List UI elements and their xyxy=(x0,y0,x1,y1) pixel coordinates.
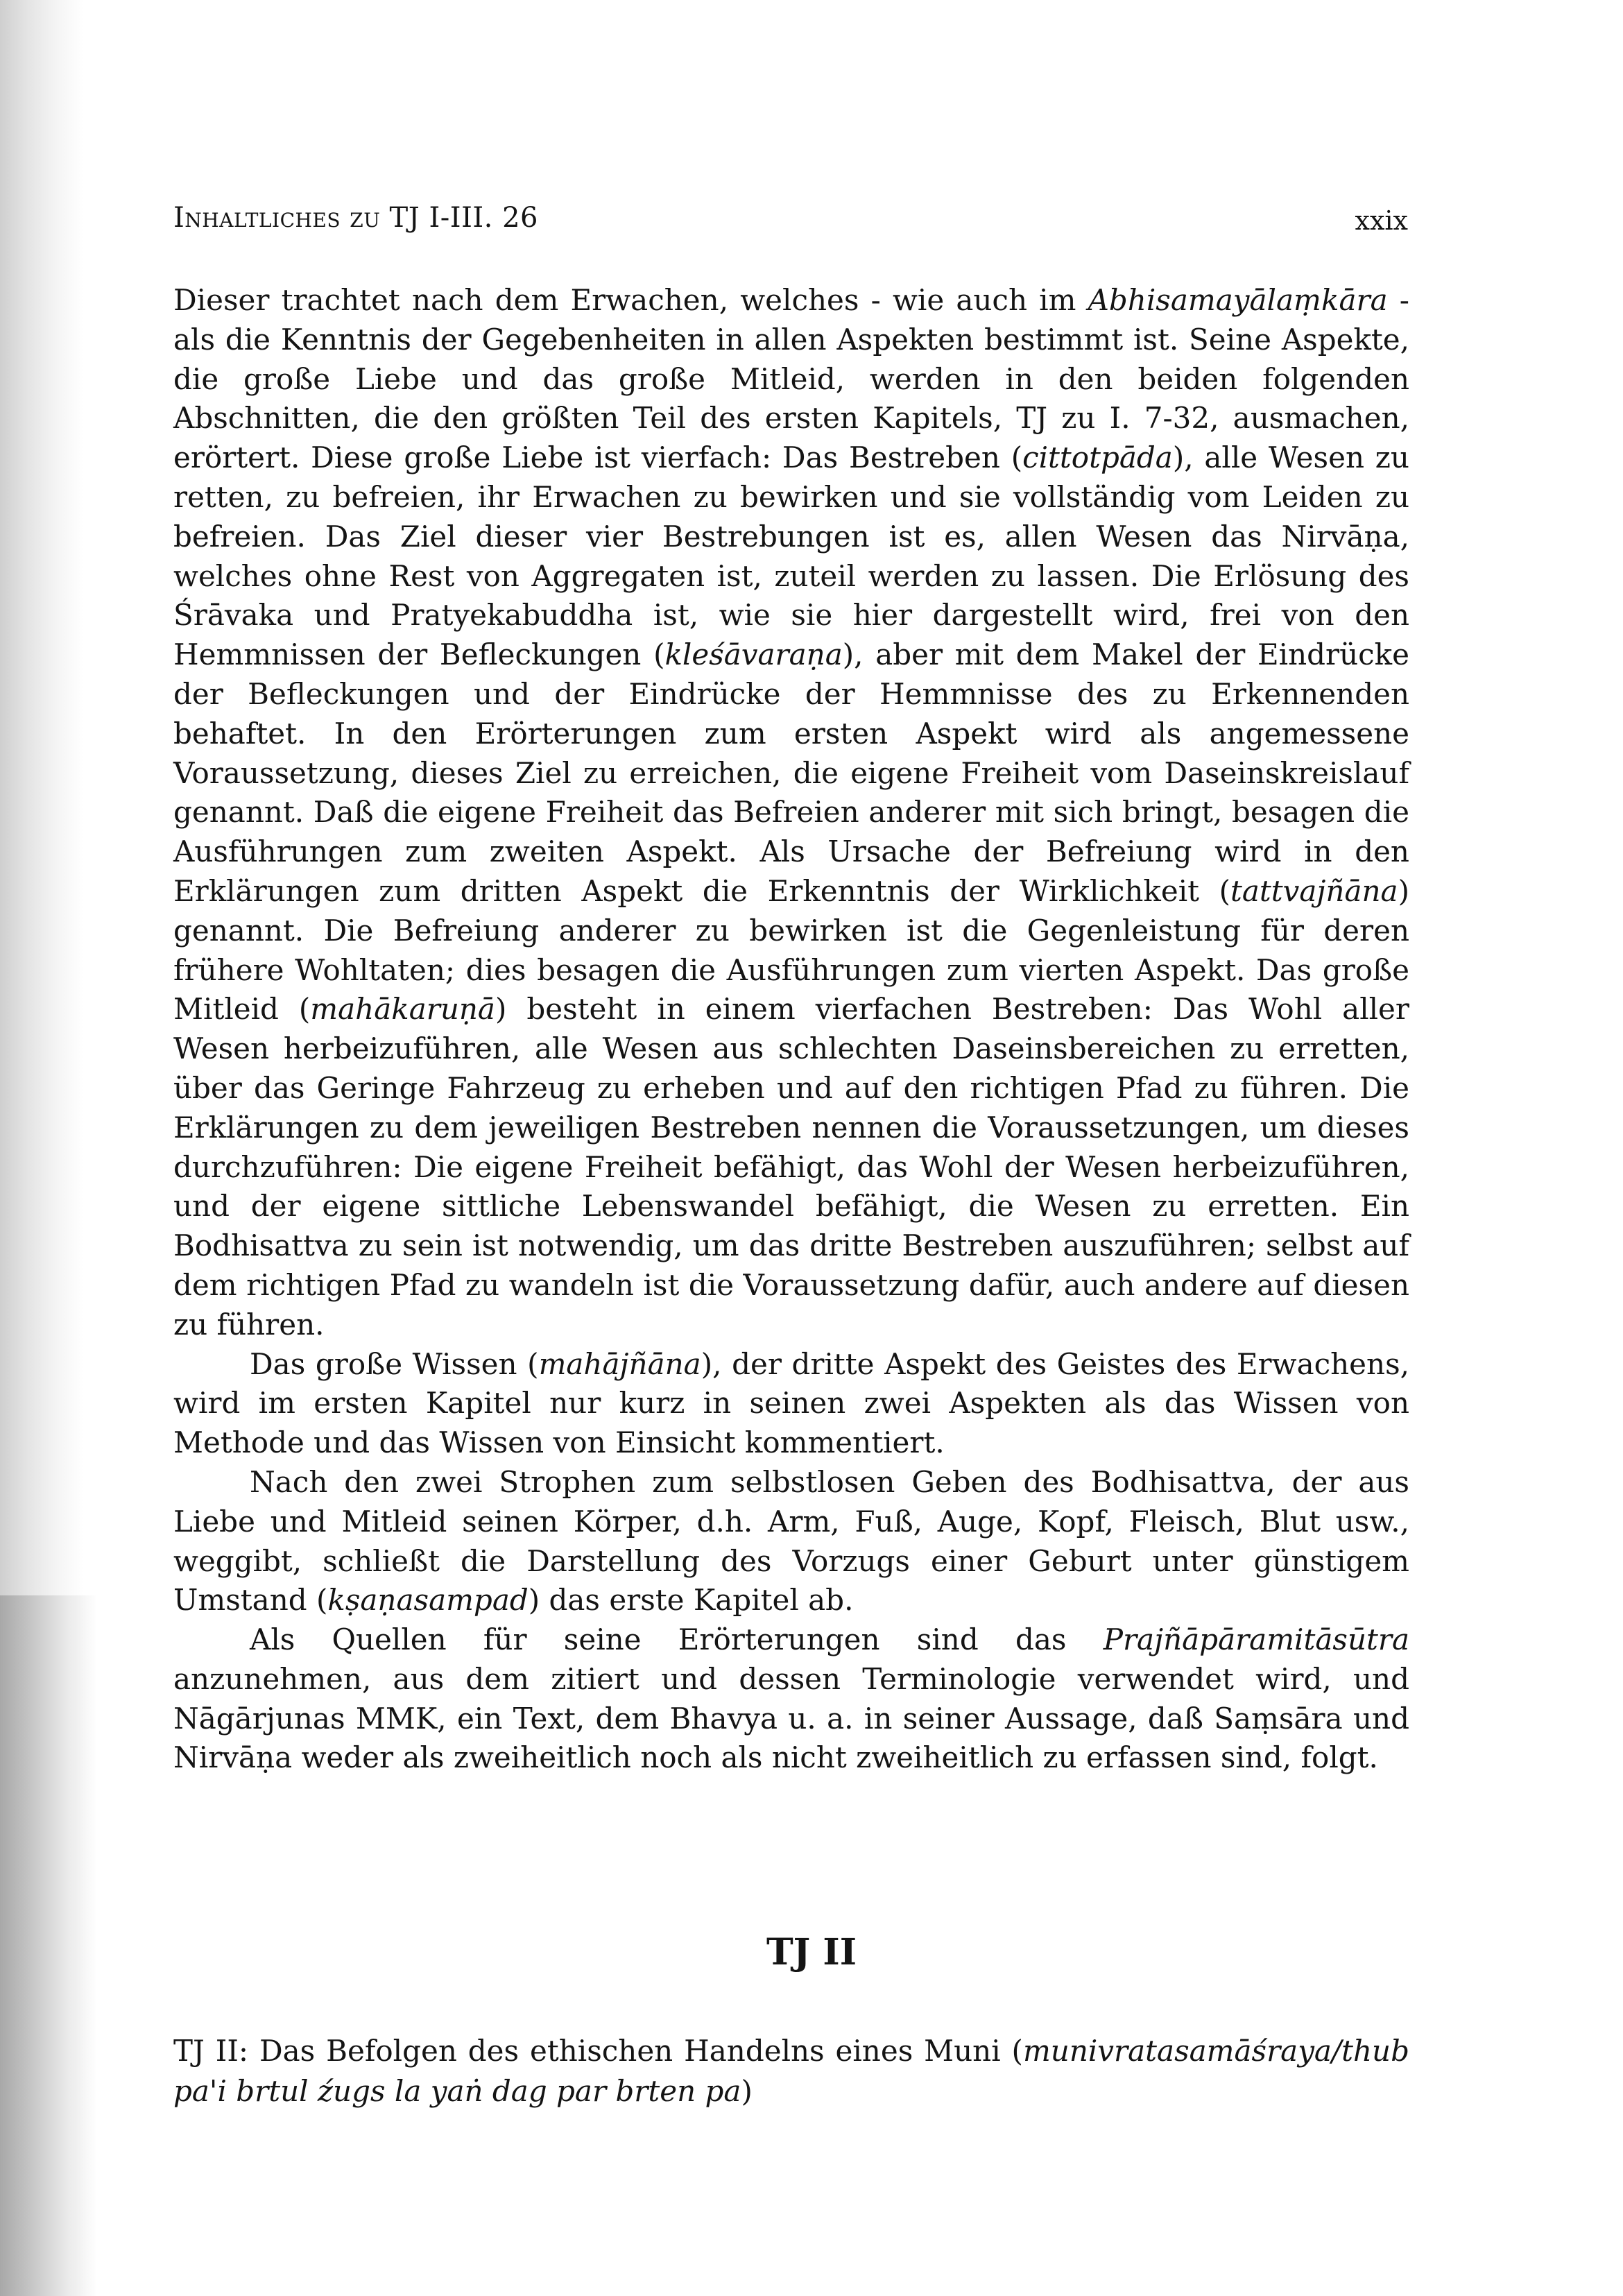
text-run: anzunehmen, aus dem zitiert und dessen Terminologie verwendet wird, und Nāgārjunas MMK, ein Text, dem Bhavya u. a. in seiner Aussage, daß Saṃsāra und Nirvāṇa weder als zweiheitlich noch als nicht zweiheitlich zu erfassen sind, folgt. xyxy=(173,1661,1409,1775)
paragraph-1 xyxy=(173,281,1409,1345)
italic-term: Abhisamayālaṃkāra xyxy=(1088,283,1388,317)
text-run: ) genannt. Die Befreiung anderer zu bewirken ist die Gegenleistung für deren frühere Wohltaten; dies besagen die Ausführungen zum vierten Aspekt. Das große Mitleid ( xyxy=(173,873,1409,1027)
page-number: xxix xyxy=(1355,205,1408,236)
main-text xyxy=(173,281,1409,1778)
text-run: Dieser trachtet nach dem Erwachen, welches - wie auch im xyxy=(173,283,1088,317)
text-run: ), der dritte Aspekt des Geistes des Erwachens, wird im ersten Kapitel nur kurz in seinen zwei Aspekten als das Wissen von Methode und das Wissen von Einsicht kommentiert. xyxy=(173,1346,1409,1460)
italic-term: kṣaṇasampad xyxy=(327,1583,529,1618)
italic-term: kleśāvaraṇa xyxy=(664,637,843,672)
text-run: TJ II: Das Befolgen des ethischen Handelns eines Muni ( xyxy=(173,2034,1023,2068)
italic-term: Prajñāpāramitāsūtra xyxy=(1103,1622,1409,1657)
running-head-title: Inhaltliches zu TJ I-III. 26 xyxy=(173,202,539,234)
section-intro-paragraph xyxy=(173,2031,1409,2111)
section-heading: TJ II xyxy=(766,1931,857,1973)
section-intro xyxy=(173,2031,1409,2111)
text-run: ), aber mit dem Makel der Eindrücke der Befleckungen und der Eindrücke der Hemmnisse des zu Erkennenden behaftet. In den Erörterungen zum ersten Aspekt wird als angemessene Voraussetzung, dieses Ziel zu erreichen, die eigene Freiheit vom Daseinskreislauf genannt. Daß die eigene Freiheit das Befreien anderer mit sich bringt, besagen die Ausführungen zum zweiten Aspekt. Als Ursache der Befreiung wird in den Erklärungen zum dritten Aspekt die Erkenntnis der Wirklichkeit ( xyxy=(173,637,1409,908)
italic-term: munivratasamāśraya/thub pa'i brtul źugs la yaṅ dag par brten pa xyxy=(173,2034,1409,2108)
paragraph-4 xyxy=(173,1620,1409,1778)
paragraph-3 xyxy=(173,1463,1409,1620)
italic-term: cittotpāda xyxy=(1022,440,1173,475)
italic-term: mahākaruṇā xyxy=(310,992,495,1027)
italic-term: tattvajñāna xyxy=(1230,873,1398,908)
text-run: ), alle Wesen zu retten, zu befreien, ihr Erwachen zu bewirken und sie vollständig vom Leiden zu befreien. Das Ziel dieser vier Bestrebungen ist es, allen Wesen das Nirvāṇa, welches ohne Rest von Aggregaten ist, zuteil werden zu lassen. Die Erlösung des Śrāvaka und Pratyekabuddha ist, wie sie hier dargestellt wird, frei von den Hemmnissen der Befleckungen ( xyxy=(173,440,1409,672)
italic-term: mahājñāna xyxy=(538,1346,701,1381)
text-run: ) besteht in einem vierfachen Bestreben: Das Wohl aller Wesen herbeizuführen, alle Wesen aus schlechten Daseinsbereichen zu erretten, über das Geringe Fahrzeug zu erheben und auf den richtigen Pfad zu führen. Die Erklärungen zu dem jeweiligen Bestreben nennen die Voraussetzungen, um dieses durchzuführen: Die eigene Freiheit befähigt, das Wohl der Wesen herbeizuführen, und der eigene sittliche Lebenswandel befähigt, die Wesen zu erretten. Ein Bodhisattva zu sein ist notwendig, um das dritte Bestreben auszuführen; selbst auf dem richtigen Pfad zu wandeln ist die Voraussetzung dafür, auch andere auf diesen zu führen. xyxy=(173,992,1409,1342)
text-run: - als die Kenntnis der Gegebenheiten in allen Aspekten bestimmt ist. Seine Aspekte, die große Liebe und das große Mitleid, werden in den beiden folgenden Abschnitten, die den größten Teil des ersten Kapitels, TJ zu I. 7-32, ausmachen, erörtert. Diese große Liebe ist vierfach: Das Bestreben ( xyxy=(173,283,1409,475)
scan-shadow-edge-lower xyxy=(0,1595,97,2296)
text-run: Nach den zwei Strophen zum selbstlosen Geben des Bodhisattva, der aus Liebe und Mitleid seinen Körper, d.h. Arm, Fuß, Auge, Kopf, Fleisch, Blut usw., weggibt, schließt die Darstellung des Vorzugs einer Geburt unter günstigem Umstand ( xyxy=(173,1464,1409,1618)
text-run: ) xyxy=(741,2074,753,2108)
text-run: Als Quellen für seine Erörterungen sind das xyxy=(250,1622,1104,1657)
paragraph-2 xyxy=(173,1345,1409,1463)
text-run: Das große Wissen ( xyxy=(250,1346,539,1381)
text-run: ) das erste Kapitel ab. xyxy=(528,1583,854,1618)
running-head xyxy=(173,197,1408,239)
